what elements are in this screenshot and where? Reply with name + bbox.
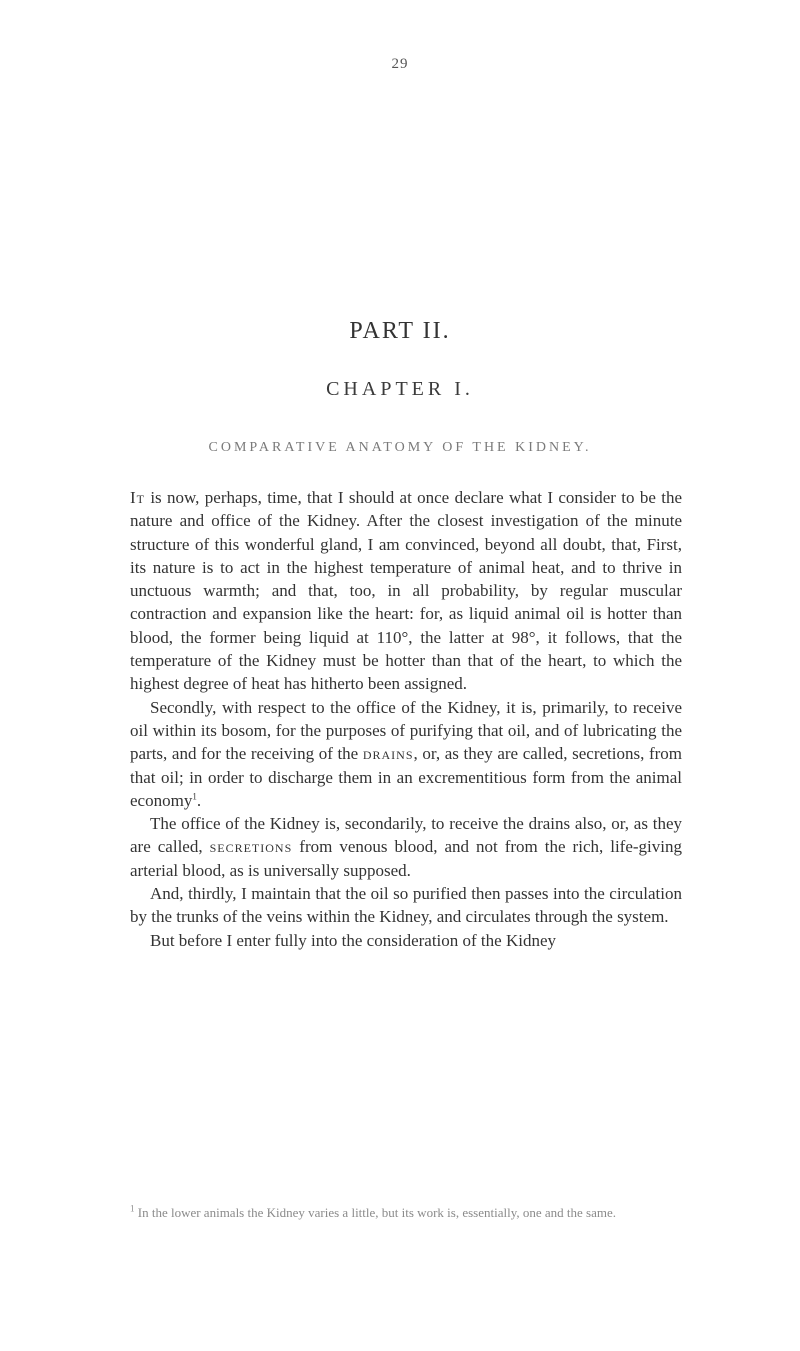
paragraph-4: And, thirdly, I maintain that the oil so purified then passes into the circulation by the trunks of the veins within the Kidney, and circulates through the system.	[130, 884, 682, 927]
footnote	[130, 1203, 682, 1222]
paragraph-5: But before I enter fully into the consideration of the Kidney	[150, 930, 556, 950]
part-heading: PART II.	[349, 318, 451, 344]
paragraph-2-before: Secondly, with respect to the office of the Kidney, it is, primarily, to receive oil within its bosom, for the purposes of purifying that oil, and of lubricating the parts, and for the receiving of the	[130, 697, 682, 764]
paragraph-1	[130, 486, 682, 696]
paragraph-3-after: from venous blood, and not from the rich, life-giving arterial blood, as is universally supposed.	[130, 837, 682, 880]
chapter-heading: CHAPTER I.	[326, 378, 474, 400]
paragraph-3	[130, 812, 682, 882]
footnote-text: In the lower animals the Kidney varies a little, but its work is, essentially, one and the same.	[134, 1205, 616, 1220]
footnote-marker: 1	[130, 1203, 135, 1214]
paragraph-2-end: .	[196, 790, 202, 810]
secretions-term: secretions	[209, 837, 293, 857]
page-number: 29	[391, 56, 409, 72]
footnote-reference[interactable]: 1	[192, 791, 197, 802]
paragraph-3-before: The office of the Kidney is, secondarily, to receive the drains also, or, as they are called,	[130, 814, 682, 857]
section-heading: COMPARATIVE ANATOMY OF THE KIDNEY.	[208, 440, 592, 455]
paragraph-2	[130, 696, 682, 812]
paragraph-1-text: is now, perhaps, time, that I should at once declare what I consider to be the nature and office of the Kidney. After the closest investigation of the minute structure of this wonderful gland, I am convinced, beyond all doubt, that, First, its nature is to act in the highest temperature of animal heat, and to thrive in unctuous warmth; and that, too, in all probability, by regular muscular contraction and expansion like the heart: for, as liquid animal oil is hotter than blood, the former being liquid at 110°, the latter at 98°, it follows, that the temperature of the Kidney must be hotter than that of the heart, to which the highest degree of heat has hitherto been assigned.	[130, 488, 682, 694]
body-text	[130, 486, 682, 952]
lead-word: It	[130, 488, 145, 507]
paragraph-2-after: , or, as they are called, secretions, from that oil; in order to discharge them in an excrementitious form from the animal economy	[130, 744, 683, 810]
drains-term: drains	[362, 744, 414, 764]
